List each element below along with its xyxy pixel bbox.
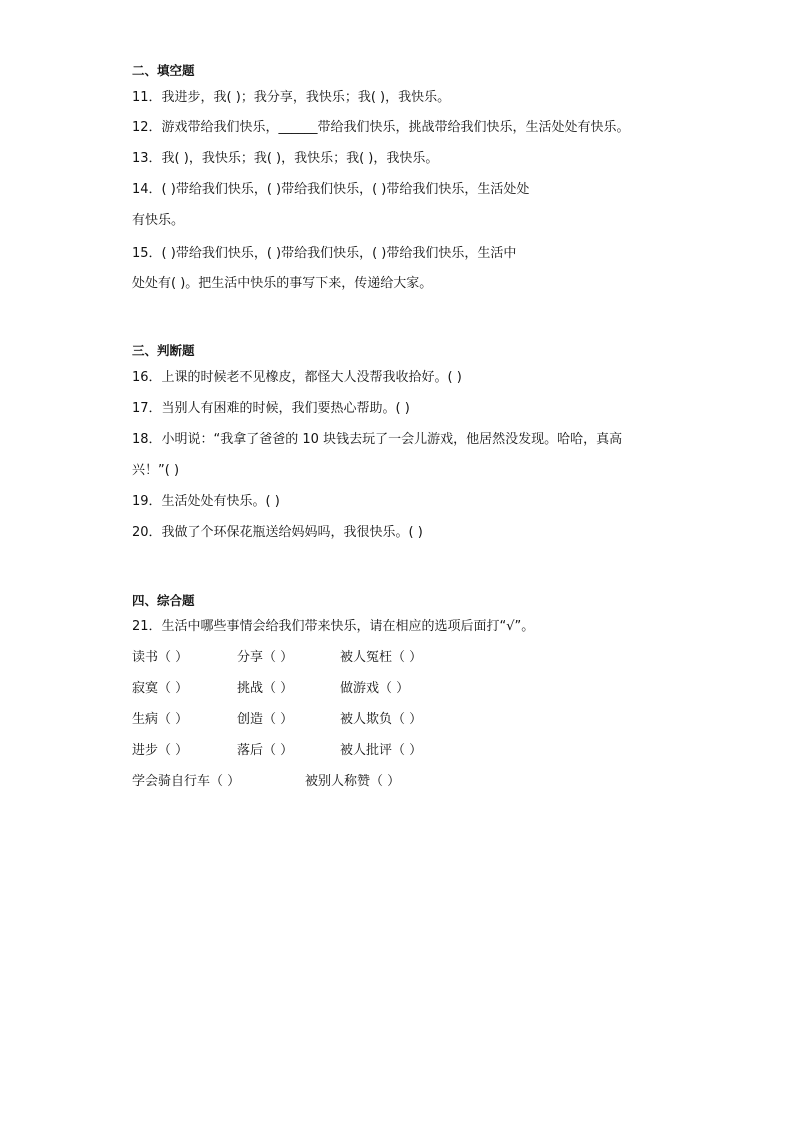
option-learn-bike: 学会骑自行车（ ）: [132, 774, 241, 789]
question-11: 11．我进步，我( )；我分享，我快乐；我( )，我快乐。: [132, 90, 451, 105]
question-15-line-1: 15．( )带给我们快乐，( )带给我们快乐，( )带给我们快乐，生活中: [132, 246, 517, 261]
option-challenge: 挑战（ ）: [237, 681, 294, 696]
option-praised: 被别人称赞（ ）: [305, 774, 401, 789]
section-heading-judge: 三、判断题: [132, 343, 195, 358]
question-16: 16．上课的时候老不见橡皮，都怪大人没帮我收拾好。( ): [132, 370, 462, 385]
option-criticized: 被人批评（ ）: [340, 743, 423, 758]
option-lonely: 寂寞（ ）: [132, 681, 189, 696]
question-17: 17．当别人有困难的时候，我们要热心帮助。( ): [132, 401, 410, 416]
option-sharing: 分享（ ）: [237, 650, 294, 665]
question-18-line-2: 兴！”( ): [132, 463, 180, 478]
option-wronged: 被人冤枉（ ）: [340, 650, 423, 665]
question-13: 13．我( )，我快乐；我( )，我快乐；我( )，我快乐。: [132, 151, 439, 166]
question-14-line-2: 有快乐。: [132, 213, 185, 228]
question-12: 12．游戏带给我们快乐，______带给我们快乐，挑战带给我们快乐，生活处处有快乐。: [132, 120, 630, 135]
option-sick: 生病（ ）: [132, 712, 189, 727]
question-20: 20．我做了个环保花瓶送给妈妈吗，我很快乐。( ): [132, 525, 423, 540]
option-playing-games: 做游戏（ ）: [340, 681, 410, 696]
question-21: 21．生活中哪些事情会给我们带来快乐，请在相应的选项后面打“√”。: [132, 619, 535, 634]
question-18-line-1: 18．小明说：“我拿了爸爸的 10 块钱去玩了一会儿游戏，他居然没发现。哈哈，真高: [132, 432, 623, 447]
option-reading: 读书（ ）: [132, 650, 189, 665]
section-heading-comprehensive: 四、综合题: [132, 593, 195, 608]
section-heading-fill: 二、填空题: [132, 63, 195, 78]
option-falling-behind: 落后（ ）: [237, 743, 294, 758]
option-bullied: 被人欺负（ ）: [340, 712, 423, 727]
question-15-line-2: 处处有( )。把生活中快乐的事写下来，传递给大家。: [132, 276, 433, 291]
option-creating: 创造（ ）: [237, 712, 294, 727]
question-19: 19．生活处处有快乐。( ): [132, 494, 280, 509]
option-progress: 进步（ ）: [132, 743, 189, 758]
question-14-line-1: 14．( )带给我们快乐，( )带给我们快乐，( )带给我们快乐，生活处处: [132, 182, 530, 197]
